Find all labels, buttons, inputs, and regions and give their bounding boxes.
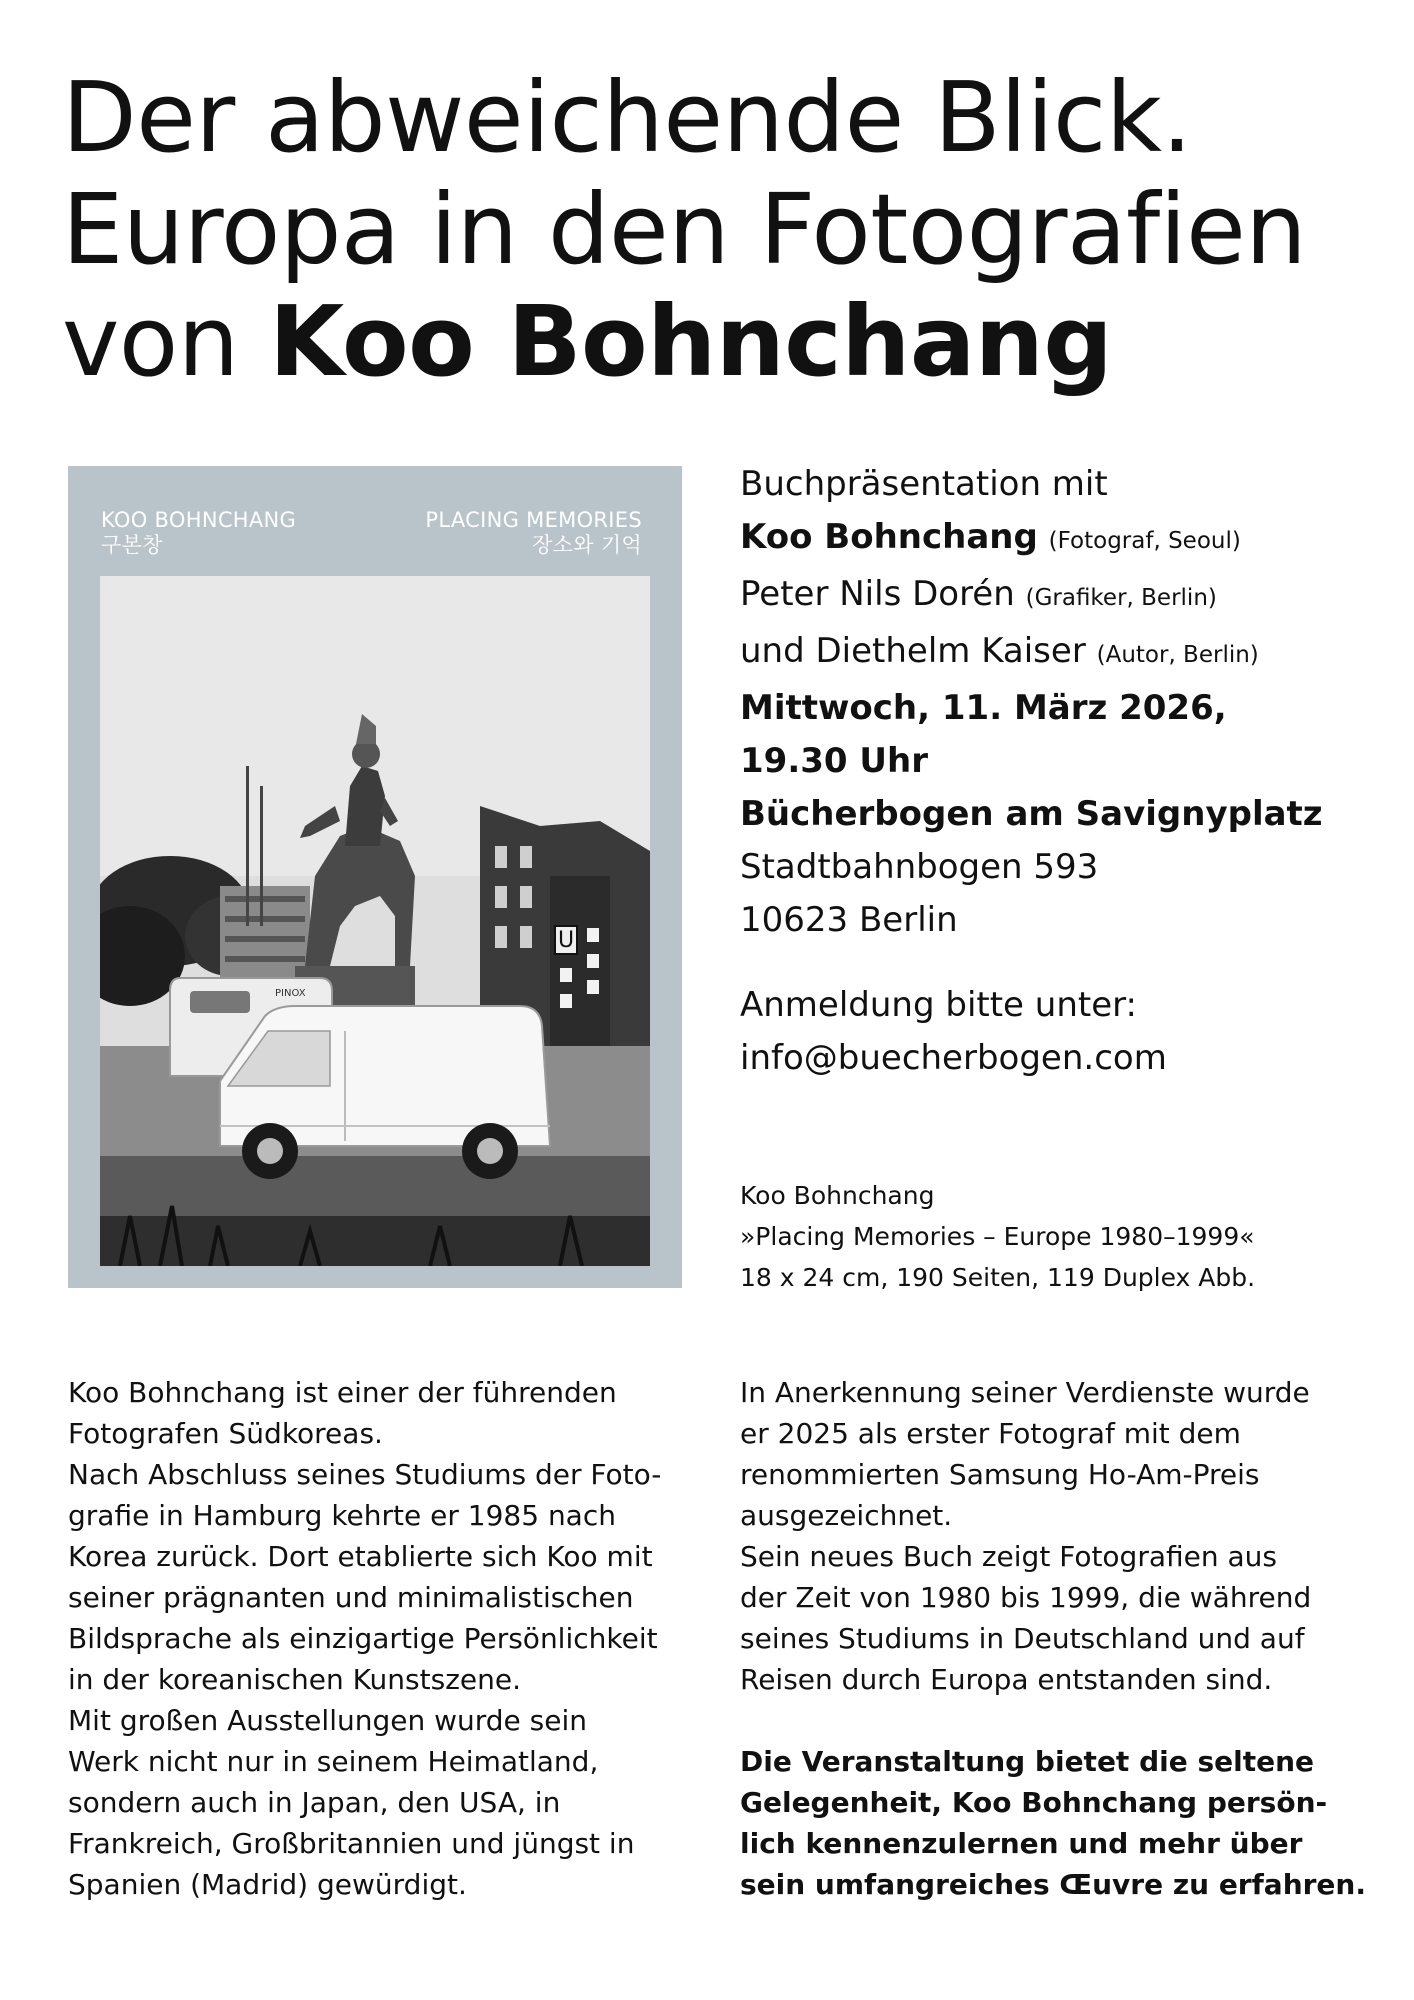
event-time: 19.30 Uhr [740,741,928,781]
bio-line: Frankreich, Großbritannien und jüngst in [68,1827,635,1860]
guest-name: Koo Bohnchang [740,517,1038,557]
cover-title-korean: 장소와 기억 [532,533,642,557]
svg-text:U: U [557,928,575,953]
cover-title [425,508,642,558]
cover-title-latin: PLACING MEMORIES [425,508,642,532]
bio-line: seines Studiums in Deutschland und auf [740,1622,1305,1655]
event-street: Stadtbahnbogen 593 [740,847,1099,887]
paragraph-gap [740,1700,1366,1741]
bio-line: Nach Abschluss seines Studiums der Foto- [68,1458,662,1491]
registration [740,979,1167,1085]
closing-line: Gelegenheit, Koo Bohnchang persön- [740,1786,1328,1819]
guest-row [740,625,1380,682]
registration-label: Anmeldung bitte unter: [740,985,1137,1025]
bio-line: Koo Bohnchang ist einer der führenden [68,1376,617,1409]
bio-line: in der koreanischen Kunstszene. [68,1663,522,1696]
book-title: »Placing Memories – Europe 1980–1999« [740,1222,1255,1251]
bio-line: Werk nicht nur in seinem Heimatland, [68,1745,599,1778]
guest-row [740,511,1380,568]
title-line-2: Europa in den Fotografien [62,173,1307,286]
guest-role: (Grafiker, Berlin) [1025,585,1217,611]
page-title [62,62,1382,398]
cover-photo-illustration [100,576,650,1266]
bio-line: der Zeit von 1980 bis 1999, die während [740,1581,1312,1614]
bio-line: Sein neues Buch zeigt Fotografien aus [740,1540,1278,1573]
bio-line: ausgezeichnet. [740,1499,953,1532]
closing-line: lich kennenzulernen und mehr über [740,1827,1303,1860]
book-details [740,1175,1255,1298]
registration-email[interactable]: info@buecherbogen.com [740,1038,1167,1078]
guest-name: und Diethelm Kaiser [740,631,1086,671]
closing-line: Die Veranstaltung bietet die seltene [740,1745,1314,1778]
van-brand-label: PINOX [275,988,306,999]
bio-line: Mit großen Ausstellungen wurde sein [68,1704,588,1737]
event-date: Mittwoch, 11. März 2026, [740,688,1227,728]
bio-line: sondern auch in Japan, den USA, in [68,1786,561,1819]
event-intro: Buchpräsentation mit [740,464,1108,504]
bio-line: renommierten Samsung Ho-Am-Preis [740,1458,1260,1491]
cover-photo [100,576,650,1266]
book-cover [68,466,682,1288]
bio-line: Spanien (Madrid) gewürdigt. [68,1868,467,1901]
event-city: 10623 Berlin [740,900,958,940]
book-specs: 18 x 24 cm, 190 Seiten, 119 Duplex Abb. [740,1263,1256,1292]
event-info [740,458,1380,947]
bio-line: grafie in Hamburg kehrte er 1985 nach [68,1499,616,1532]
title-line-3-prefix: von [62,285,270,398]
bio-line: seiner prägnanten und minimalistischen [68,1581,634,1614]
cover-author [101,508,296,558]
cover-author-korean: 구본창 [101,533,163,557]
guest-role: (Autor, Berlin) [1096,642,1259,668]
guest-name: Peter Nils Dorén [740,574,1015,614]
event-venue: Bücherbogen am Savignyplatz [740,794,1323,834]
bio-line: Reisen durch Europa entstanden sind. [740,1663,1273,1696]
guest-role: (Fotograf, Seoul) [1048,528,1241,554]
bio-right-column [740,1372,1366,1905]
title-line-3 [62,286,1382,398]
bio-left-column [68,1372,661,1905]
guest-row [740,568,1380,625]
title-line-1: Der abweichende Blick. [62,61,1192,174]
bio-line: er 2025 als erster Fotograf mit dem [740,1417,1241,1450]
closing-line: sein umfangreiches Œuvre zu erfahren. [740,1868,1366,1901]
bio-line: In Anerkennung seiner Verdienste wurde [740,1376,1310,1409]
bio-line: Korea zurück. Dort etablierte sich Koo mit [68,1540,653,1573]
book-author: Koo Bohnchang [740,1181,935,1210]
bio-line: Fotografen Südkoreas. [68,1417,383,1450]
bio-line: Bildsprache als einzigartige Persönlichkeit [68,1622,658,1655]
cover-author-latin: KOO BOHNCHANG [101,508,297,532]
title-artist-name: Koo Bohnchang [269,285,1113,398]
